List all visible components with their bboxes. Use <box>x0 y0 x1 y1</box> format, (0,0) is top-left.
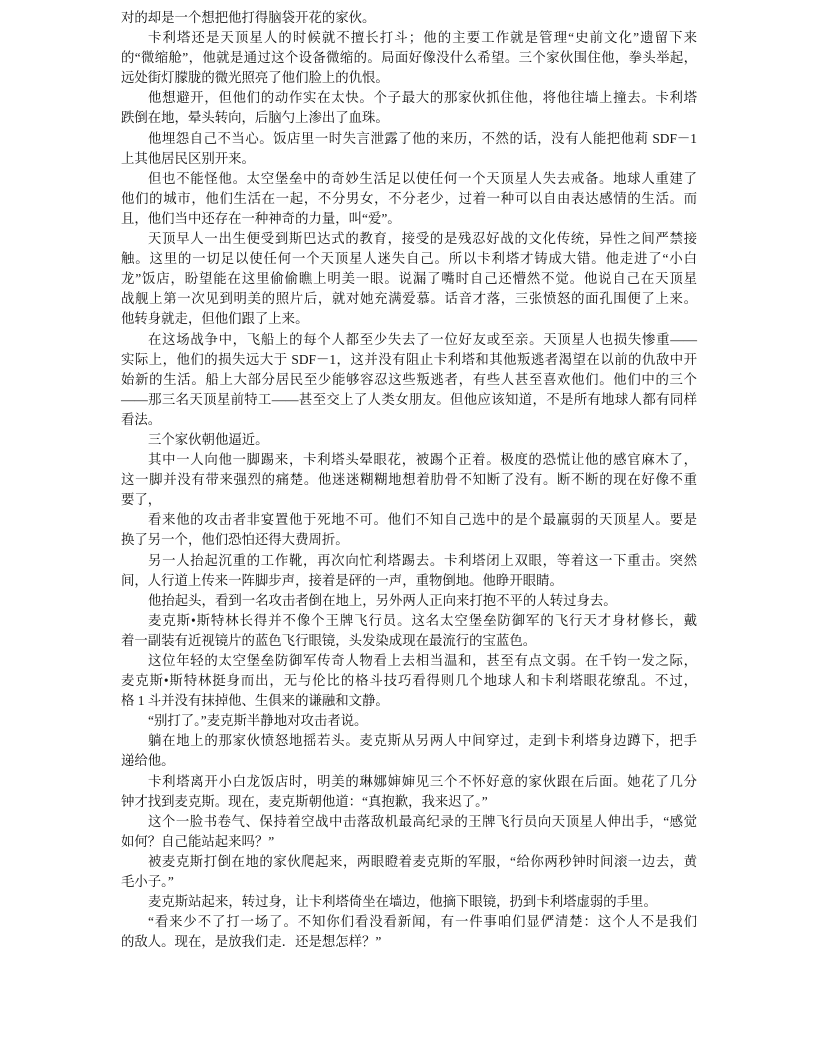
text-line: 始新的生活。船上大部分居民至少能够容忍这些叛逃者，有些人甚至喜欢他们。他们中的三个 <box>121 371 697 387</box>
paragraph <box>121 772 697 812</box>
paragraph <box>121 852 697 892</box>
text-line: 他们的城市，他们生活在一起，不分男女，不分老少，过着一种可以自由表达感情的生活。而 <box>121 190 697 206</box>
text-line: 上其他居民区别开来。 <box>121 150 255 166</box>
text-line: 但也不能怪他。太空堡垒中的奇妙生活足以使任何一个天顶星人失去戒备。地球人重建了 <box>148 170 697 186</box>
paragraph <box>121 591 697 611</box>
text-line: 他想避开，但他们的动作实在太快。个子最大的那家伙抓住他，将他往墙上撞去。卡利塔 <box>148 90 697 106</box>
text-line: 对的却是一个想把他打得脑袋开花的家伙。 <box>121 10 376 25</box>
paragraph <box>121 169 697 229</box>
paragraph <box>121 129 697 169</box>
text-line: 间，人行道上传来一阵脚步声，接着是砰的一声，重物倒地。他睁开眼睛。 <box>121 572 563 588</box>
text-line: 麦克斯•斯特林长得并不像个王牌飞行员。这名太空堡垒防御军的飞行天才身材修长，戴 <box>148 612 697 628</box>
text-line: 换了另一个，他们恐怕还得大费周折。 <box>121 532 349 548</box>
text-line: 卡利塔还是天顶星人的时候就不擅长打斗；他的主要工作就是管理“史前文化”遗留下来 <box>148 30 697 46</box>
text-line: 触。这里的一切足以使任何一个天顶星人迷失自己。所以卡利塔才铸成大错。他走进了“小白 <box>121 251 697 267</box>
paragraph <box>121 812 697 852</box>
text-line: 另一人抬起沉重的工作靴，再次向忙利塔踢去。卡利塔闭上双眼，等着这一下重击。突然 <box>148 552 697 568</box>
document-page <box>121 8 697 952</box>
text-line: 的“微缩舱”，他就是通过这个设备微缩的。局面好像没什么希望。三个家伙围住他，拳头举起， <box>121 50 697 66</box>
paragraph <box>121 711 697 731</box>
text-line: 要了， <box>121 492 162 508</box>
paragraph <box>121 551 697 591</box>
paragraph <box>121 8 697 28</box>
text-line: 如何？自己能站起来吗？” <box>121 833 275 849</box>
paragraph <box>121 912 697 952</box>
text-line: 麦克斯•斯特林挺身而出，无与伦比的格斗技巧看得则几个地球人和卡利塔眼花缭乱。不过， <box>121 673 697 689</box>
paragraph <box>121 510 697 550</box>
text-line: 着一副装有近视镜片的蓝色飞行眼镜，头发染成现在最流行的宝蓝色。 <box>121 632 537 648</box>
text-line: 他埋怨自己不当心。饭店里一时失言泄露了他的来历，不然的话，没有人能把他莉 SDF－1 <box>148 130 697 146</box>
text-line: 跌倒在地，晕头转向，后脑勺上渗出了血珠。 <box>121 110 389 126</box>
text-line: 他抬起头，看到一名攻击者倒在地上，另外两人正向来打抱不平的人转过身去。 <box>148 592 617 608</box>
text-line: 三个家伙朝他逼近。 <box>148 431 269 447</box>
text-line: 且，他们当中还存在一种神奇的力量，叫“爱”。 <box>121 210 401 226</box>
text-line: 战舰上第一次见到明美的照片后，就对她充满爱慕。话音才落，三张愤怒的面孔围便了上来。 <box>121 291 697 307</box>
text-line: 钟才找到麦克斯。现在，麦克斯朝他道：“真抱歉，我来迟了。” <box>121 793 488 809</box>
text-line: 这一脚并没有带来强烈的痛楚。他迷迷糊糊地想着肋骨不知断了没有。断不断的现在好像不重 <box>121 472 697 488</box>
text-line: 其中一人向他一脚踢来，卡利塔头晕眼花，被踢个正着。极度的恐慌让他的感官麻木了， <box>148 452 697 468</box>
text-line: 麦克斯站起来，转过身，让卡利塔倚坐在墙边，他摘下眼镜，扔到卡利塔虚弱的手里。 <box>148 894 657 910</box>
text-line: 天顶早人一出生便受到斯巴达式的教育，接受的是残忍好战的文化传统，异性之间严禁接 <box>148 231 697 247</box>
paragraph <box>121 651 697 711</box>
paragraph <box>121 611 697 651</box>
paragraph <box>121 330 697 430</box>
paragraph <box>121 88 697 128</box>
text-line: 远处街灯朦胧的微光照亮了他们脸上的仇恨。 <box>121 70 389 86</box>
text-line: 这位年轻的太空堡垒防御军传奇人物看上去相当温和，甚至有点文弱。在千钧一发之际， <box>148 653 697 668</box>
text-line: 躺在地上的那家伙愤怒地摇若头。麦克斯从另两人中间穿过，走到卡利塔身边蹲下，把手 <box>148 733 697 749</box>
text-line: 卡利塔离开小白龙饭店时，明美的琳娜婶婶见三个不怀好意的家伙跟在后面。她花了几分 <box>148 773 697 789</box>
text-line: ——那三名天顶星前特工——甚至交上了人类女朋友。但他应该知道，不是所有地球人都有同样 <box>121 391 697 407</box>
paragraph <box>121 28 697 88</box>
text-line: 看来他的攻击者非宴置他于死地不可。他们不知自己选中的是个最羸弱的天顶星人。要是 <box>148 512 697 528</box>
paragraph <box>121 450 697 510</box>
paragraph <box>121 229 697 329</box>
paragraph <box>121 892 697 912</box>
text-line: “看来少不了打一场了。不知你们看没看新闻，有一件事咱们显俨清楚：这个人不是我们 <box>148 914 697 930</box>
text-line: 这个一脸书卷气、保持着空战中击落敌机最高纪录的王牌飞行员向天顶星人伸出手，“感觉 <box>148 813 697 829</box>
text-line: 他转身就走，但他们跟了上来。 <box>121 311 309 327</box>
text-line: 在这场战争中，飞船上的每个人都至少失去了一位好友或至亲。天顶星人也损失惨重—— <box>148 331 697 347</box>
text-line: 被麦克斯打倒在地的家伙爬起来，两眼瞪着麦克斯的军服，“给你两秒钟时间滚一边去，黄 <box>148 853 697 869</box>
text-line: “别打了。”麦克斯半静地对攻击者说。 <box>148 713 368 729</box>
text-line: 看法。 <box>121 411 162 427</box>
text-line: 实际上，他们的损失远大于 SDF－1，这并没有阻止卡利塔和其他叛逃者渴望在以前的仇敌中开 <box>121 351 697 367</box>
text-line: 格 1 斗并没有抹掉他、生俱来的谦融和文静。 <box>121 693 389 709</box>
text-line: 递给他。 <box>121 753 175 769</box>
text-line: 毛小子。” <box>121 874 174 890</box>
paragraph <box>121 731 697 771</box>
text-line: 龙”饭店，盼望能在这里偷偷瞧上明美一眼。说漏了嘴时自己还懵然不觉。他说自己在天顶星 <box>121 271 697 287</box>
text-line: 的敌人。现在，是放我们走．还是想怎样？” <box>121 934 382 950</box>
paragraph <box>121 430 697 450</box>
